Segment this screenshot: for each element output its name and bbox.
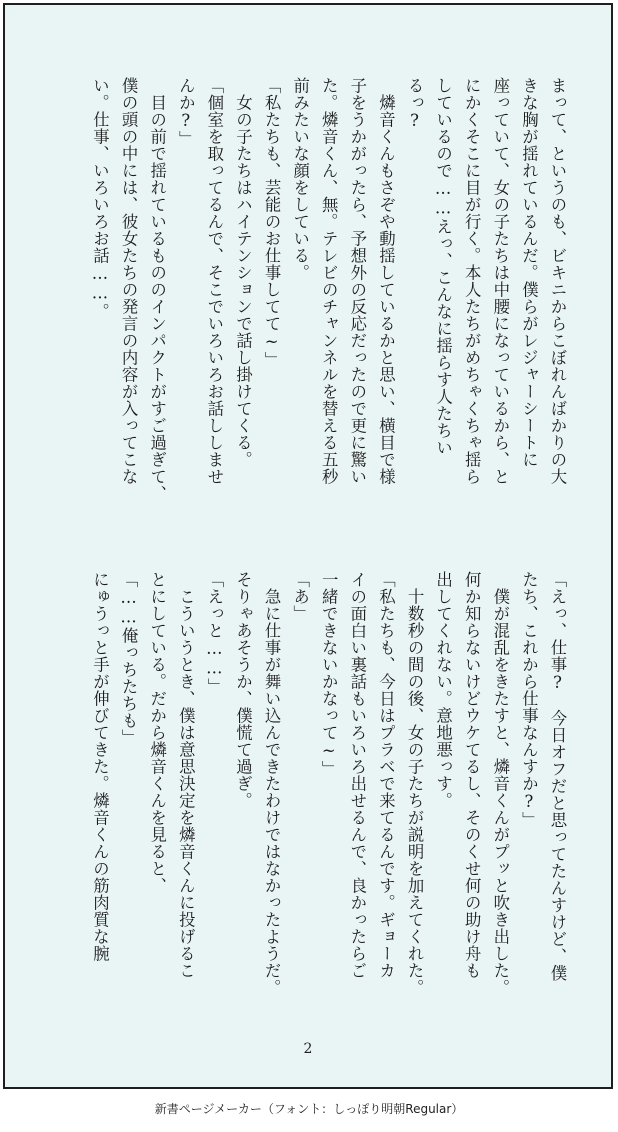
- text-line: 一緒できないかなって~」: [319, 571, 339, 778]
- page-number: 2: [303, 1041, 313, 1057]
- text-line: きな胸が揺れているんだ。僕らがレジャーシートに: [519, 77, 539, 468]
- text-line: にかくそこに目が行く。本人たちがめちゃくちゃ揺ら: [462, 77, 482, 485]
- text-line: 僕が混乱をきたすと、燐音くんがプッと吹き出した。: [490, 571, 510, 996]
- text-line: 「……俺っちたちも」: [119, 571, 139, 747]
- text-line: 「あ」: [290, 571, 310, 622]
- text-line: にゅうっと手が伸びてきた。燐音くんの筋肉質な腕: [90, 571, 110, 962]
- text-line: 「私たちも、今日はプラベで来てるんです。ギョーカ: [376, 571, 396, 979]
- text-line: るっ?: [405, 77, 425, 131]
- lower-text-block: [36, 571, 571, 1017]
- text-line: たち、これから仕事なんすか?」: [519, 571, 539, 829]
- text-line: 前みたいな顔をしている。: [290, 77, 310, 281]
- text-line: 「えっ、仕事? 今日オフだと思ってたんすけど、僕: [548, 571, 567, 982]
- text-columns: [36, 77, 571, 1017]
- text-line: 女の子たちはハイテンションで話し掛けてくる。: [233, 77, 253, 468]
- text-line: 何か知らないけどウケてるし、そのくせ何の助け舟も: [462, 571, 482, 979]
- text-line: た。燐音くん、無。テレビのチャンネルを替える五秒: [319, 77, 339, 485]
- text-line: まって、というのも、ビキニからこぼれんばかりの大: [548, 77, 567, 485]
- text-line: 十数秒の間の後、女の子たちが説明を加えてくれた。: [405, 571, 425, 996]
- text-line: 「えっと……」: [204, 571, 224, 696]
- text-line: しているので……えっ、こんなに揺らす人たちい: [433, 77, 453, 457]
- text-line: 座っていて、女の子たちは中腰になっているから、と: [490, 77, 510, 485]
- text-line: そりゃあそうか、僕慌て過ぎ。: [233, 571, 253, 809]
- text-line: 「個室を取ってるんで、そこでいろいろお話ししませ: [204, 77, 224, 485]
- text-line: 僕の頭の中には、彼女たちの発言の内容が入ってこな: [119, 77, 139, 485]
- text-line: 出してくれない。意地悪っす。: [433, 571, 453, 809]
- text-line: んか?」: [176, 77, 196, 148]
- upper-text-block: [36, 77, 571, 523]
- text-line: 目の前で揺れているもののインパクトがすご過ぎて、: [147, 77, 167, 502]
- text-line: イの面白い裏話もいろいろ出せるんで、良かったらご: [347, 571, 367, 979]
- text-line: こういうとき、僕は意思決定を燐音くんに投げるこ: [176, 571, 196, 979]
- text-line: い。仕事、いろいろお話……。: [90, 77, 110, 321]
- text-line: 燐音くんもさぞや動揺しているかと思い、横目で様: [376, 77, 396, 485]
- text-line: とにしている。だから燐音くんを見ると、: [147, 571, 167, 894]
- book-page: [3, 3, 613, 1089]
- footer-caption: 新書ページメーカー（フォント：しっぽり明朝Regular）: [154, 1102, 464, 1116]
- text-line: 「私たちも、芸能のお仕事してて~」: [262, 77, 282, 369]
- text-line: 急に仕事が舞い込んできたわけではなかったようだ。: [262, 571, 282, 996]
- text-line: 子をうかがったら、予想外の反応だったので更に驚い: [347, 77, 367, 485]
